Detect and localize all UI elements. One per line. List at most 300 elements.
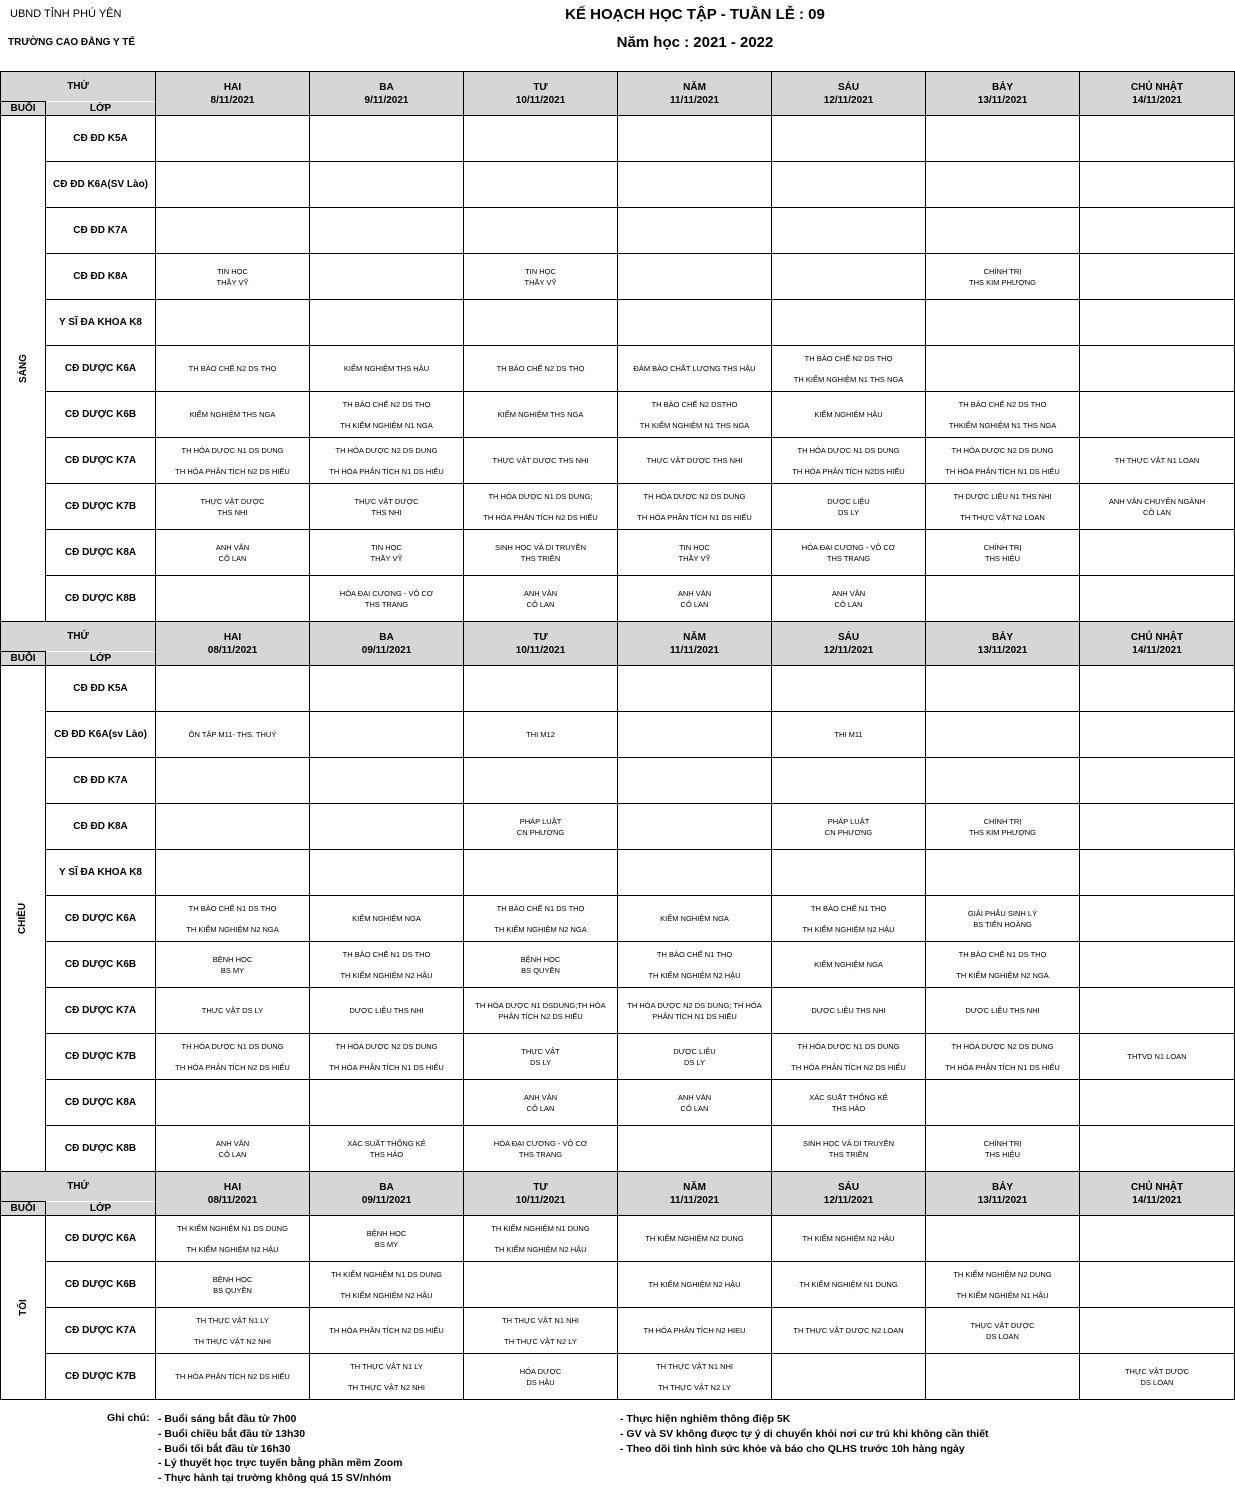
class-name: [46, 254, 156, 300]
schedule-cell: [310, 1354, 464, 1400]
schedule-cell: [618, 1354, 772, 1400]
schedule-cell: [1080, 116, 1235, 162]
table-row: [1, 484, 1235, 530]
schedule-cell: [156, 1308, 310, 1354]
line-gap: [158, 822, 307, 832]
entry-line: TH HÓA PHÂN TÍCH N2 HIEU: [643, 1326, 746, 1335]
line-gap: [158, 868, 307, 878]
day-header: [1080, 72, 1235, 116]
schedule-cell: [156, 576, 310, 622]
line-gap: [1082, 548, 1232, 558]
entry-line: BS TIẾN HOÀNG: [973, 919, 1032, 929]
entry-line: TH KIỂM NGHIỆM N1 THS NGA: [793, 374, 904, 384]
day-name: TƯ: [533, 1182, 548, 1193]
entry-line: TH BÀO CHẾ N2 DS THỌ: [342, 399, 431, 409]
schedule-cell: [464, 1354, 618, 1400]
entry-line: KIỂM NGHIỆM NGA: [352, 914, 421, 923]
entry-line: TH THỰC VẬT DƯỢC N2 LOAN: [793, 1326, 904, 1335]
schedule-cell: [1080, 758, 1235, 804]
schedule-cell: [156, 254, 310, 300]
line-gap: [466, 1280, 615, 1290]
line-gap: [928, 180, 1077, 190]
entry-line: HÓA DƯỢC: [519, 1366, 562, 1376]
entry-line: CÔ LAN: [218, 1149, 247, 1159]
schedule-cell: [926, 254, 1080, 300]
schedule-cell: [464, 530, 618, 576]
line-gap: [312, 1280, 461, 1290]
line-gap: [1082, 1234, 1232, 1244]
class-line: (SV Lào): [107, 179, 149, 190]
entry-line: CÔ LAN: [526, 1103, 555, 1113]
schedule-cell: [156, 392, 310, 438]
day-header: [772, 1172, 926, 1216]
entry-line: THS NHI: [217, 507, 248, 517]
class-line: CĐ DƯỢC K6B: [64, 409, 137, 420]
class-line: CĐ DƯỢC K6B: [64, 959, 137, 970]
entry-line: THS HIỆU: [985, 1149, 1021, 1159]
line-gap: [928, 868, 1077, 878]
line-gap: [928, 1098, 1077, 1108]
schedule-cell: [1080, 346, 1235, 392]
entry-line: KIỂM NGHIỆM HẬU: [814, 410, 883, 419]
line-gap: [928, 594, 1077, 604]
line-gap: [466, 776, 615, 786]
schedule-cell: [772, 438, 926, 484]
entry-line: PHÁP LUẬT: [827, 816, 870, 826]
entry-line: KIỂM NGHIỆM THS NGA: [189, 410, 276, 419]
table-row: [1, 804, 1235, 850]
schedule-cell: [772, 1262, 926, 1308]
schedule-cell: [926, 1262, 1080, 1308]
entry-line: BS MY: [220, 965, 245, 975]
class-name: [46, 1126, 156, 1172]
class-line: (sv Lào): [108, 729, 147, 740]
entry-line: ÔN TẬP M11- THS. THUÝ: [188, 730, 277, 739]
class-line: CĐ DƯỢC K8A: [64, 1097, 137, 1108]
class-line: CĐ DƯỢC K7B: [64, 1051, 137, 1062]
schedule-cell: [618, 162, 772, 208]
entry-line: TH HÓA DƯỢC N1 DS DUNG: [797, 445, 900, 455]
class-name: [46, 1080, 156, 1126]
day-date: 11/11/2021: [670, 645, 719, 656]
session-label: [1, 116, 46, 622]
schedule-cell: [772, 530, 926, 576]
class-line: CĐ DƯỢC K6A: [64, 1233, 137, 1244]
day-header: [310, 1172, 464, 1216]
day-header: [926, 622, 1080, 666]
schedule-cell: [618, 804, 772, 850]
entry-line: TH THỰC VẬT N1 NHI: [502, 1315, 579, 1325]
note-item: - GV và SV không được tự ý di chuyển khỏi nơi cư trú khi không cần thiết: [620, 1427, 989, 1440]
entry-line: ANH VĂN: [677, 588, 712, 598]
class-line: Y SĨ ĐA KHOA K8: [59, 317, 142, 328]
schedule-cell: [310, 254, 464, 300]
entry-line: BS QUYỀN: [521, 965, 560, 975]
line-gap: [774, 1052, 923, 1062]
schedule-cell: [464, 254, 618, 300]
page-title: KẾ HOẠCH HỌC TẬP - TUẦN LỄ : 09: [565, 6, 825, 23]
line-gap: [1082, 226, 1232, 236]
line-gap: [312, 226, 461, 236]
schedule-cell: [310, 300, 464, 346]
schedule-cell: [772, 666, 926, 712]
class-name: [46, 712, 156, 758]
entry-line: THI M12: [526, 730, 555, 739]
entry-line: TH BÀO CHẾ N1 DS THỌ: [496, 903, 585, 913]
class-line: CĐ ĐD K6A: [53, 179, 108, 190]
entry-line: TH HÓA DƯỢC N2 DS DUNG: [951, 1041, 1054, 1051]
line-gap: [928, 456, 1077, 466]
day-name: CHỦ NHẬT: [1130, 82, 1184, 93]
entry-line: TH HÓA DƯỢC N2 DS DUNG: [335, 445, 438, 455]
line-gap: [928, 730, 1077, 740]
lop-label: LỚP: [46, 1202, 156, 1216]
entry-line: CHÍNH TRỊ: [983, 542, 1022, 552]
schedule-cell: [772, 484, 926, 530]
schedule-cell: [926, 1308, 1080, 1354]
entry-line: DS LY: [683, 1057, 706, 1067]
line-gap: [620, 1372, 769, 1382]
entry-line: TH KIỂM NGHIỆM N2 HẬU: [648, 970, 741, 980]
entry-line: ANH VĂN: [215, 542, 250, 552]
entry-line: TH KIỂM NGHIỆM N2 HẬU: [802, 924, 895, 934]
entry-line: DS LOAN: [1140, 1377, 1174, 1387]
line-gap: [774, 134, 923, 144]
line-gap: [1082, 1326, 1232, 1336]
line-gap: [928, 134, 1077, 144]
schedule-cell: [310, 1080, 464, 1126]
schedule-cell: [772, 1080, 926, 1126]
class-line: CĐ DƯỢC K7A: [64, 1005, 137, 1016]
line-gap: [928, 776, 1077, 786]
table-row: [1, 666, 1235, 712]
class-name: [46, 942, 156, 988]
thu-label: THỨ: [1, 72, 156, 102]
schedule-cell: [156, 116, 310, 162]
line-gap: [928, 226, 1077, 236]
line-gap: [1082, 134, 1232, 144]
entry-line: TH KIỂM NGHIỆM N2 NGA: [186, 924, 279, 934]
schedule-cell: [618, 1262, 772, 1308]
table-row: [1, 576, 1235, 622]
schedule-cell: [926, 1354, 1080, 1400]
school-year: Năm học : 2021 - 2022: [616, 34, 774, 51]
entry-line: KIỂM NGHIỆM THS NGA: [497, 410, 584, 419]
schedule-cell: [1080, 666, 1235, 712]
line-gap: [620, 502, 769, 512]
entry-line: TH HÓA DƯỢC N2 DS DUNG: [951, 445, 1054, 455]
line-gap: [1082, 180, 1232, 190]
day-date: 9/11/2021: [364, 95, 409, 106]
day-header: [926, 1172, 1080, 1216]
schedule-cell: [1080, 1308, 1235, 1354]
schedule-cell: [310, 1262, 464, 1308]
entry-line: ANH VĂN: [215, 1138, 250, 1148]
schedule-cell: [926, 988, 1080, 1034]
schedule-cell: [156, 1354, 310, 1400]
schedule-cell: [156, 1126, 310, 1172]
schedule-cell: [1080, 484, 1235, 530]
entry-line: TH KIỂM NGHIỆM N2 NGA: [494, 924, 587, 934]
day-header: [618, 72, 772, 116]
entry-line: DS LY: [837, 507, 860, 517]
day-date: 08/11/2021: [207, 645, 258, 656]
class-name: [46, 758, 156, 804]
schedule-cell: [310, 346, 464, 392]
entry-line: THS HIỆU: [985, 553, 1021, 563]
schedule-cell: [772, 712, 926, 758]
entry-line: HÓA ĐẠI CƯƠNG - VÔ CƠ: [339, 588, 434, 598]
entry-line: THẦY VỸ: [370, 553, 403, 563]
schedule-cell: [618, 392, 772, 438]
day-header: [926, 72, 1080, 116]
line-gap: [928, 1234, 1077, 1244]
entry-line: THS TRANG: [364, 599, 409, 609]
line-gap: [928, 410, 1077, 420]
entry-line: KIỂM NGHIỆM NGA: [660, 914, 729, 923]
entry-line: CN PHƯƠNG: [516, 827, 565, 837]
day-header-row: [1, 72, 1235, 102]
line-gap: [1082, 410, 1232, 420]
day-header: [618, 1172, 772, 1216]
class-name: [46, 300, 156, 346]
class-line: CĐ DƯỢC K6B: [64, 1279, 137, 1290]
session-name: SÁNG: [17, 354, 29, 383]
class-line: CĐ DƯỢC K8B: [64, 593, 137, 604]
entry-line: THS KIM PHƯỢNG: [969, 827, 1037, 837]
schedule-cell: [772, 254, 926, 300]
day-date: 14/11/2021: [1132, 645, 1182, 656]
line-gap: [158, 318, 307, 328]
line-gap: [774, 914, 923, 924]
schedule-cell: [772, 896, 926, 942]
day-name: BA: [379, 82, 394, 93]
class-name: [46, 1354, 156, 1400]
entry-line: THỰC VẬT DS LY: [201, 1006, 264, 1015]
line-gap: [1082, 868, 1232, 878]
class-name: [46, 438, 156, 484]
class-line: CĐ ĐD K6A: [54, 729, 109, 740]
day-header: [772, 622, 926, 666]
schedule-cell: [310, 942, 464, 988]
line-gap: [620, 226, 769, 236]
schedule-cell: [310, 850, 464, 896]
schedule-cell: [156, 484, 310, 530]
line-gap: [312, 272, 461, 282]
schedule-table: [0, 71, 1235, 1400]
schedule-cell: [1080, 438, 1235, 484]
entry-line: BS QUYỀN: [213, 1285, 252, 1295]
schedule-cell: [464, 300, 618, 346]
line-gap: [1082, 364, 1232, 374]
province-name: UBND TỈNH PHÚ YÊN: [10, 8, 122, 20]
note-item: - Theo dõi tình hình sức khỏe và báo cho QLHS trước 10h hàng ngày: [620, 1442, 965, 1455]
class-name: [46, 208, 156, 254]
day-name: BẢY: [991, 82, 1014, 93]
table-row: [1, 438, 1235, 484]
schedule-cell: [464, 988, 618, 1034]
line-gap: [312, 1098, 461, 1108]
line-gap: [158, 1326, 307, 1336]
session-name: CHIỀU: [17, 902, 29, 935]
line-gap: [1082, 822, 1232, 832]
schedule-cell: [464, 1216, 618, 1262]
day-date: 13/11/2021: [977, 95, 1028, 106]
schedule-cell: [618, 438, 772, 484]
entry-line: TH HÓA PHÂN TÍCH N2 DS HIẾU: [483, 512, 598, 522]
line-gap: [312, 684, 461, 694]
day-date: 10/11/2021: [515, 645, 566, 656]
entry-line: TH THỰC VẬT N2 LY: [658, 1382, 731, 1392]
table-row: [1, 850, 1235, 896]
schedule-cell: [1080, 162, 1235, 208]
table-row: [1, 988, 1235, 1034]
note-item: - Thực hành tại trường không quá 15 SV/nhóm: [158, 1472, 392, 1485]
schedule-cell: [618, 254, 772, 300]
entry-line: THỰC VẬT DƯỢC THS NHI: [492, 456, 589, 465]
entry-line: TH HÓA DƯỢC N1 DS DUNG;: [488, 491, 593, 501]
entry-line: THS KIM PHƯỢNG: [969, 277, 1037, 287]
schedule-cell: [1080, 1126, 1235, 1172]
day-name: TƯ: [533, 632, 548, 643]
schedule-cell: [310, 758, 464, 804]
entry-line: TH THỰC VẬT N1 NHI: [656, 1361, 733, 1371]
entry-line: THS TRIỀN: [828, 1149, 869, 1159]
entry-line: TH THỰC VẬT N2 NHI: [348, 1382, 425, 1392]
entry-line: BỆNH HỌC: [520, 954, 561, 964]
line-gap: [620, 1144, 769, 1154]
class-name: [46, 1308, 156, 1354]
schedule-cell: [464, 896, 618, 942]
line-gap: [312, 868, 461, 878]
entry-line: THS NHI: [371, 507, 402, 517]
day-name: HAI: [223, 1182, 242, 1193]
day-header: [1080, 1172, 1235, 1216]
schedule-cell: [310, 208, 464, 254]
line-gap: [158, 1234, 307, 1244]
day-name: HAI: [223, 632, 242, 643]
schedule-cell: [156, 988, 310, 1034]
entry-line: THS TRANG: [826, 553, 871, 563]
session-name: TỐI: [17, 1299, 29, 1316]
schedule-cell: [618, 988, 772, 1034]
schedule-cell: [618, 208, 772, 254]
schedule-cell: [618, 712, 772, 758]
entry-line: BỆNH HỌC: [212, 1274, 253, 1284]
line-gap: [774, 180, 923, 190]
schedule-cell: [1080, 392, 1235, 438]
class-name: [46, 484, 156, 530]
line-gap: [620, 684, 769, 694]
entry-line: TH KIỂM NGHIỆM N1 THS NGA: [639, 420, 750, 430]
table-row: [1, 1080, 1235, 1126]
schedule-cell: [772, 1126, 926, 1172]
line-gap: [774, 318, 923, 328]
schedule-cell: [618, 1126, 772, 1172]
entry-line: HÓA ĐẠI CƯƠNG - VÔ CƠ: [493, 1138, 588, 1148]
entry-line: TH KIỂM NGHIỆM N1 DUNG: [799, 1280, 898, 1289]
entry-line: TH BÀO CHẾ N2 DS THỌ: [188, 364, 277, 373]
buoi-label: BUỔI: [1, 102, 46, 116]
entry-line: THS TRIỀN: [520, 553, 561, 563]
entry-line: PHÂN TÍCH N2 DS HIẾU: [498, 1011, 583, 1021]
schedule-cell: [464, 712, 618, 758]
table-row: [1, 758, 1235, 804]
day-date: 11/11/2021: [670, 95, 719, 106]
class-name: [46, 804, 156, 850]
schedule-cell: [618, 530, 772, 576]
schedule-cell: [464, 346, 618, 392]
entry-line: BS MY: [374, 1239, 399, 1249]
schedule-cell: [464, 392, 618, 438]
day-header: [310, 622, 464, 666]
class-name: [46, 1262, 156, 1308]
line-gap: [312, 456, 461, 466]
line-gap: [1082, 1144, 1232, 1154]
note-item: - Buổi sáng bắt đầu từ 7h00: [158, 1413, 297, 1425]
line-gap: [774, 1372, 923, 1382]
schedule-cell: [310, 712, 464, 758]
class-name: [46, 530, 156, 576]
table-row: [1, 392, 1235, 438]
line-gap: [1082, 776, 1232, 786]
line-gap: [620, 868, 769, 878]
line-gap: [1082, 318, 1232, 328]
day-date: 09/11/2021: [361, 1195, 412, 1206]
entry-line: TIN HỌC: [525, 266, 556, 276]
schedule-cell: [772, 850, 926, 896]
schedule-cell: [926, 712, 1080, 758]
day-name: SÁU: [837, 1182, 860, 1193]
class-line: CĐ ĐD K7A: [73, 775, 128, 786]
line-gap: [158, 914, 307, 924]
day-name: BẢY: [991, 1182, 1014, 1193]
thu-label: THỨ: [1, 622, 156, 652]
day-name: BẢY: [991, 632, 1014, 643]
line-gap: [620, 180, 769, 190]
line-gap: [928, 364, 1077, 374]
day-header-row: [1, 622, 1235, 652]
schedule-cell: [156, 896, 310, 942]
table-row: [1, 254, 1235, 300]
schedule-cell: [1080, 988, 1235, 1034]
schedule-cell: [464, 1126, 618, 1172]
line-gap: [158, 456, 307, 466]
schedule-cell: [464, 666, 618, 712]
entry-line: GIẢI PHẪU SINH LÝ: [967, 908, 1038, 918]
entry-line: ANH VĂN: [831, 588, 866, 598]
day-date: 09/11/2021: [361, 645, 412, 656]
buoi-label: BUỔI: [1, 652, 46, 666]
day-header: [310, 72, 464, 116]
line-gap: [620, 960, 769, 970]
class-line: CĐ DƯỢC K6A: [64, 913, 137, 924]
class-line: CĐ DƯỢC K8A: [64, 547, 137, 558]
class-name: [46, 896, 156, 942]
line-gap: [312, 134, 461, 144]
lop-label: LỚP: [46, 102, 156, 116]
schedule-cell: [156, 850, 310, 896]
entry-line: TIN HỌC: [217, 266, 248, 276]
entry-line: THS HẢO: [369, 1149, 404, 1159]
entry-line: TH BÀO CHẾ N1 THỌ: [810, 903, 887, 913]
line-gap: [1082, 960, 1232, 970]
entry-line: HÓA ĐẠI CƯƠNG - VÔ CƠ: [801, 542, 896, 552]
schedule-cell: [926, 392, 1080, 438]
entry-line: CÔ LAN: [680, 599, 709, 609]
schedule-cell: [1080, 530, 1235, 576]
day-date: 12/11/2021: [823, 1195, 874, 1206]
